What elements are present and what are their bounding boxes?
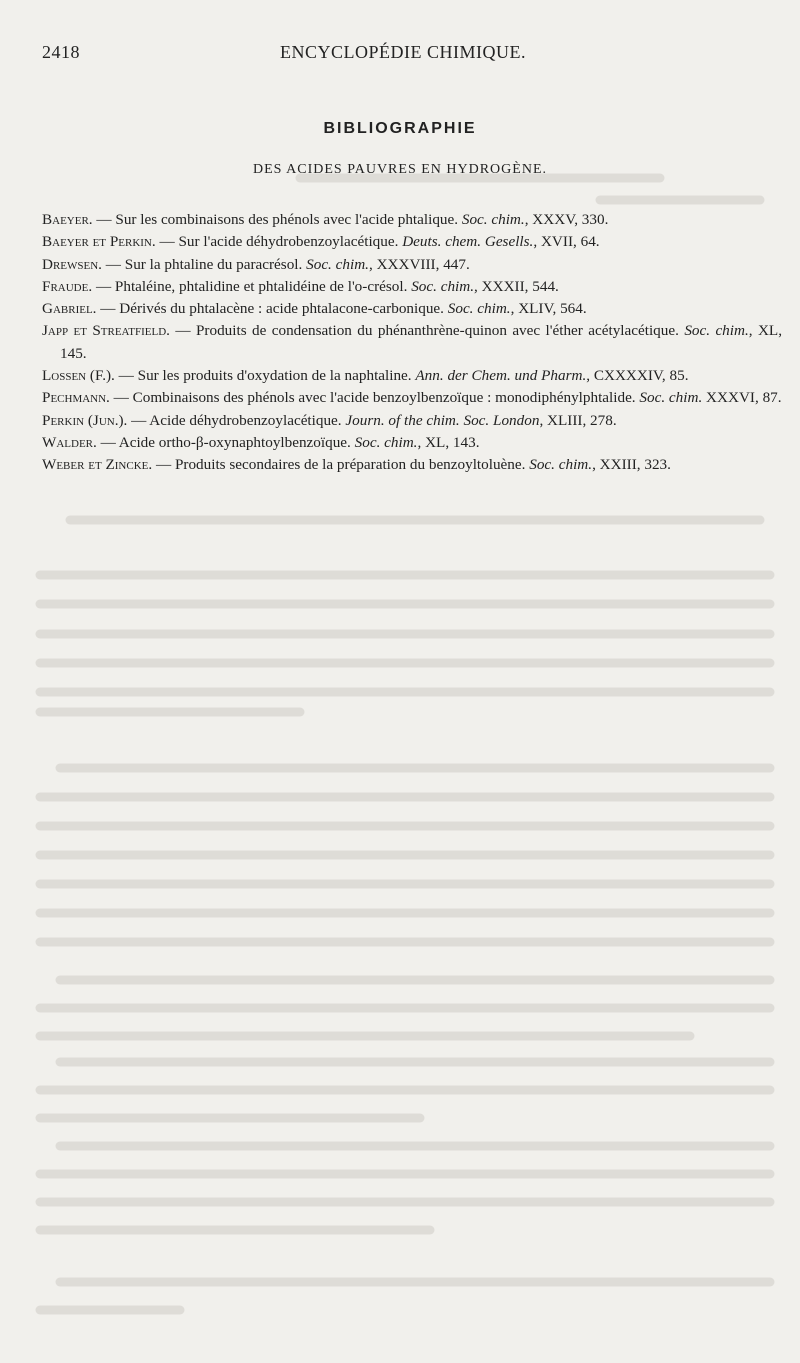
entry-text: — Sur l'acide déhydrobenzoylacétique. <box>159 233 399 251</box>
entry-authors: Lossen (F.). <box>42 367 115 385</box>
entry-journal: Soc. chim. <box>461 211 525 228</box>
entry-ref: , XLIII, 278. <box>539 411 617 429</box>
entry-authors: Walder. <box>42 433 97 451</box>
entry-ref: , XLIV, 564. <box>510 300 587 318</box>
bibliography-entry <box>42 298 782 320</box>
entry-ref: , XXXII, 544. <box>474 277 559 295</box>
bibliography-entry <box>42 410 782 432</box>
bibliography-entry <box>42 320 782 365</box>
page-number: 2418 <box>42 42 80 62</box>
entry-text: — Phtaléine, phtalidine et phtalidéine de l'o-crésol. <box>95 277 408 295</box>
entry-authors: Baeyer. <box>42 211 93 228</box>
bibliography-entry <box>42 365 782 387</box>
entry-text: — Produits de condensation du phénanthrène-quinon avec l'éther acétylacétique. <box>175 322 679 340</box>
entry-authors: Weber et Zincke. <box>42 456 153 474</box>
entry-journal: Soc. chim. <box>684 322 749 340</box>
entry-journal: Ann. der Chem. und Pharm. <box>415 367 587 385</box>
entry-ref: , XL, 143. <box>417 433 480 451</box>
entry-journal: Soc. chim. <box>639 389 703 407</box>
entry-authors: Pechmann. <box>42 389 110 407</box>
entry-text: — Combinaisons des phénols avec l'acide benzoylbenzoïque : monodiphénylphtalide. <box>113 389 636 407</box>
entry-text: — Sur la phtaline du paracrésol. <box>105 255 303 273</box>
entry-journal: Soc. chim. <box>447 300 511 318</box>
entry-text: — Sur les produits d'oxydation de la naphtaline. <box>118 367 412 385</box>
bibliography-entry <box>42 209 782 231</box>
bibliography-entry <box>42 432 782 454</box>
entry-authors: Drewsen. <box>42 255 102 273</box>
entry-ref: , XXXV, 330. <box>524 211 609 228</box>
entry-authors: Fraude. <box>42 277 93 295</box>
entry-ref: , CXXXXIV, 85. <box>586 367 689 385</box>
section-title: BIBLIOGRAPHIE <box>323 120 477 137</box>
entry-authors: Japp et Streatfield. <box>42 322 170 340</box>
bibliography-entry <box>42 254 782 276</box>
entry-journal: Journ. of the chim. Soc. London <box>345 411 540 429</box>
entry-authors: Gabriel. <box>42 300 97 318</box>
entry-journal: Soc. chim. <box>411 277 475 295</box>
entry-journal: Deuts. chem. Gesells. <box>402 233 534 251</box>
entry-text: — Dérivés du phtalacène : acide phtalacone-carbonique. <box>100 300 444 318</box>
entry-ref: , XVII, 64. <box>533 233 600 251</box>
bibliography-entry <box>42 276 782 298</box>
entry-ref: XXXVI, 87. <box>702 389 782 407</box>
running-title: ENCYCLOPÉDIE CHIMIQUE. <box>280 42 526 62</box>
bibliography-entry <box>42 231 782 253</box>
entry-authors: Baeyer et Perkin. <box>42 233 156 251</box>
entry-text: — Acide ortho-β-oxynaphtoylbenzoïque. <box>100 433 351 451</box>
entry-ref: , XXXVIII, 447. <box>368 255 470 273</box>
entry-journal: Soc. chim. <box>354 433 418 451</box>
entry-authors: Perkin (Jun.). <box>42 411 128 429</box>
bibliography-entry <box>42 387 782 409</box>
entry-ref: , XXIII, 323. <box>592 456 671 474</box>
entry-ref: , XL, 145. <box>60 322 783 362</box>
bibliography-entry <box>42 454 782 476</box>
entry-text: — Produits secondaires de la préparation du benzoyltoluène. <box>155 456 526 474</box>
entry-text: — Sur les combinaisons des phénols avec l'acide phtalique. <box>96 211 459 228</box>
entry-text: — Acide déhydrobenzoylacétique. <box>131 411 342 429</box>
entry-journal: Soc. chim. <box>529 456 593 474</box>
entry-journal: Soc. chim. <box>306 255 369 273</box>
bibliography-list <box>42 209 782 477</box>
section-subtitle: DES ACIDES PAUVRES EN HYDROGÈNE. <box>252 162 547 177</box>
